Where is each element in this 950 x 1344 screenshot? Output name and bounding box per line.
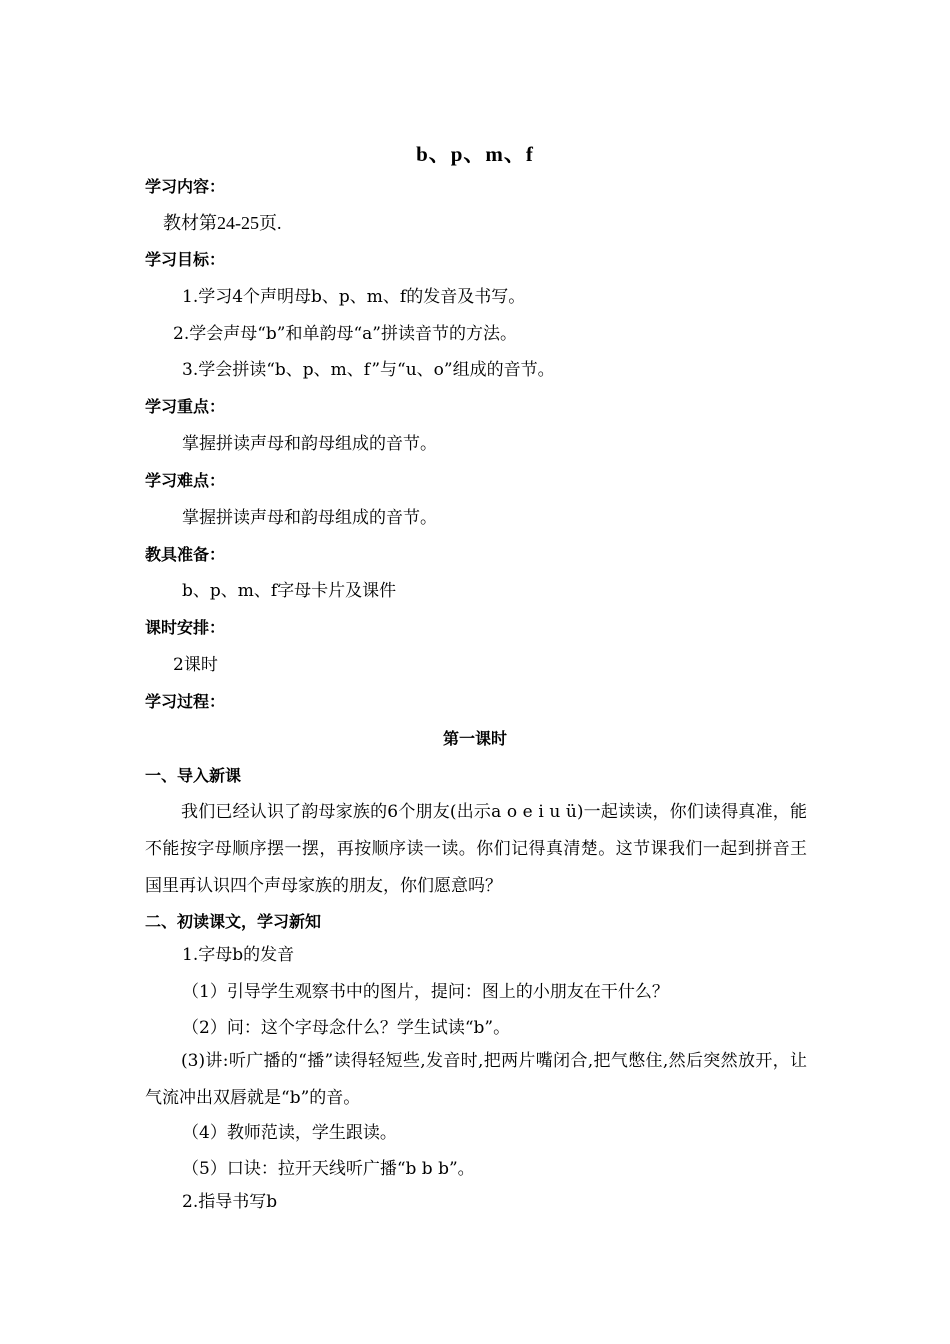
process-label: 学习过程： [145, 692, 226, 711]
schedule-text: 2课时 [173, 655, 218, 675]
key-point-text: 掌握拼读声母和韵母组成的音节。 [182, 434, 437, 454]
learning-content-label: 学习内容： [145, 177, 226, 196]
difficulty-text: 掌握拼读声母和韵母组成的音节。 [182, 508, 437, 528]
learning-content-text: 教材第24-25页. [163, 213, 282, 233]
list-item: 2.指导书写b [182, 1192, 278, 1212]
goal-item: 1.学习4个声明母b、p、m、f的发音及书写。 [182, 287, 526, 307]
section-heading-intro: 一、导入新课 [145, 766, 242, 785]
goal-item: 2.学会声母“b”和单韵母“a”拼读音节的方法。 [173, 324, 518, 344]
list-item: （1）引导学生观察书中的图片，提问：图上的小朋友在干什么？ [182, 982, 669, 1002]
list-item: （2）问：这个字母念什么？学生试读“b”。 [182, 1018, 511, 1038]
document-title: b、p、m、f [416, 142, 534, 166]
goal-item: 3.学会拼读“b、p、m、f”与“u、o”组成的音节。 [182, 360, 555, 380]
intro-paragraph: 我们已经认识了韵母家族的6个朋友(出示a o e i u ü)一起读读，你们读得真准，能不能按字母顺序摆一摆，再按顺序读一读。你们记得真清楚。这节课我们一起到拼音王国里再认识四个声母家族的朋友，你们愿意吗？ [145, 802, 807, 896]
schedule-label: 课时安排： [145, 618, 226, 637]
list-item: （5）口诀：拉开天线听广播“b b b”。 [182, 1159, 475, 1179]
step-paragraph: (3)讲:听广播的“播”读得轻短些,发音时,把两片嘴闭合,把气憋住,然后突然放开，让气流冲出双唇就是“b”的音。 [145, 1051, 807, 1108]
lesson-heading: 第一课时 [442, 729, 507, 748]
learning-goals-label: 学习目标： [145, 250, 226, 269]
materials-label: 教具准备： [145, 545, 226, 564]
key-point-label: 学习重点： [145, 397, 226, 416]
list-item: 1.字母b的发音 [182, 945, 295, 965]
difficulty-label: 学习难点： [145, 471, 226, 490]
section-heading-new-knowledge: 二、初读课文，学习新知 [145, 912, 322, 931]
list-item: （4）教师范读，学生跟读。 [182, 1123, 397, 1143]
materials-text: b、p、m、f字母卡片及课件 [182, 581, 397, 601]
